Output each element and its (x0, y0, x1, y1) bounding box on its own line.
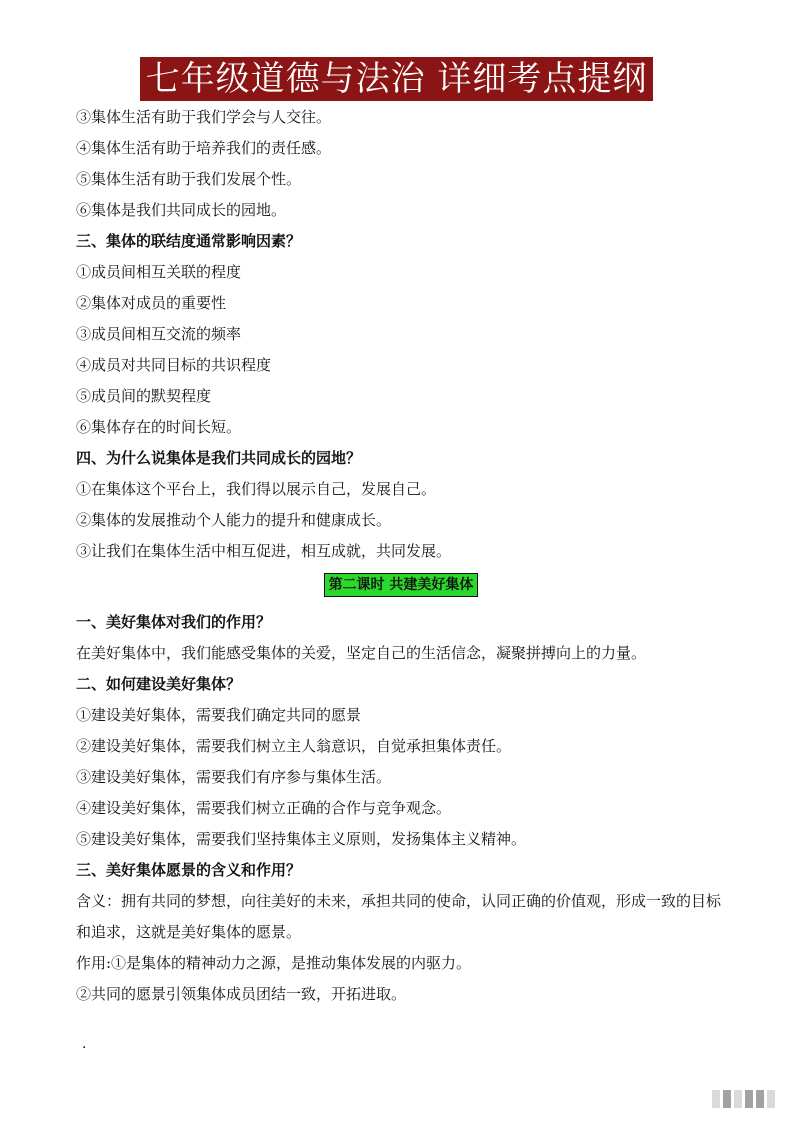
section-heading: 二、如何建设美好集体？ (76, 675, 242, 693)
text-line: ③建设美好集体，需要我们有序参与集体生活。 (76, 768, 392, 786)
section-title: 第二课时 共建美好集体 (324, 573, 479, 597)
text-line: 作用:①是集体的精神动力之源，是推动集体发展的内驱力。 (76, 954, 472, 972)
trailing-mark: · (82, 1040, 87, 1056)
text-line: ②集体对成员的重要性 (76, 294, 227, 312)
text-line: ②建设美好集体，需要我们树立主人翁意识，自觉承担集体责任。 (76, 737, 512, 755)
text-line: ①建设美好集体，需要我们确定共同的愿景 (76, 706, 362, 724)
text-line: ②共同的愿景引领集体成员团结一致，开拓进取。 (76, 985, 407, 1003)
text-line: ⑤集体生活有助于我们发展个性。 (76, 170, 302, 188)
part-one (76, 102, 726, 567)
part-two (76, 607, 726, 1010)
text-line: ⑥集体是我们共同成长的园地。 (76, 201, 287, 219)
text-line: ①成员间相互关联的程度 (76, 263, 242, 281)
section-heading: 三、集体的联结度通常影响因素？ (76, 232, 302, 250)
text-line: ⑤建设美好集体，需要我们坚持集体主义原则，发扬集体主义精神。 (76, 830, 527, 848)
text-line: 含义：拥有共同的梦想，向往美好的未来，承担共同的使命，认同正确的价值观，形成一致的目标和追求，这就是美好集体的愿景。 (76, 892, 722, 941)
text-line: ①在集体这个平台上，我们得以展示自己，发展自己。 (76, 480, 437, 498)
document-title: 七年级道德与法治 详细考点提纲 (140, 57, 654, 101)
text-line: 在美好集体中，我们能感受集体的关爱，坚定自己的生活信念，凝聚拼搏向上的力量。 (76, 644, 647, 662)
text-line: ②集体的发展推动个人能力的提升和健康成长。 (76, 511, 392, 529)
text-line: ⑥集体存在的时间长短。 (76, 418, 242, 436)
text-line: ③让我们在集体生活中相互促进，相互成就，共同发展。 (76, 542, 452, 560)
text-line: ③集体生活有助于我们学会与人交往。 (76, 108, 332, 126)
text-line: ④集体生活有助于培养我们的责任感。 (76, 139, 332, 157)
text-line: ③成员间相互交流的频率 (76, 325, 242, 343)
document-body (76, 102, 726, 1010)
watermark-icon (712, 1090, 775, 1108)
text-line: ⑤成员间的默契程度 (76, 387, 212, 405)
section-heading: 三、美好集体愿景的含义和作用？ (76, 861, 302, 879)
text-line: ④成员对共同目标的共识程度 (76, 356, 272, 374)
section-wrap (76, 567, 726, 607)
section-heading: 一、美好集体对我们的作用？ (76, 613, 272, 631)
section-heading: 四、为什么说集体是我们共同成长的园地？ (76, 449, 362, 467)
title-wrap (0, 57, 793, 101)
text-line: ④建设美好集体，需要我们树立正确的合作与竞争观念。 (76, 799, 452, 817)
